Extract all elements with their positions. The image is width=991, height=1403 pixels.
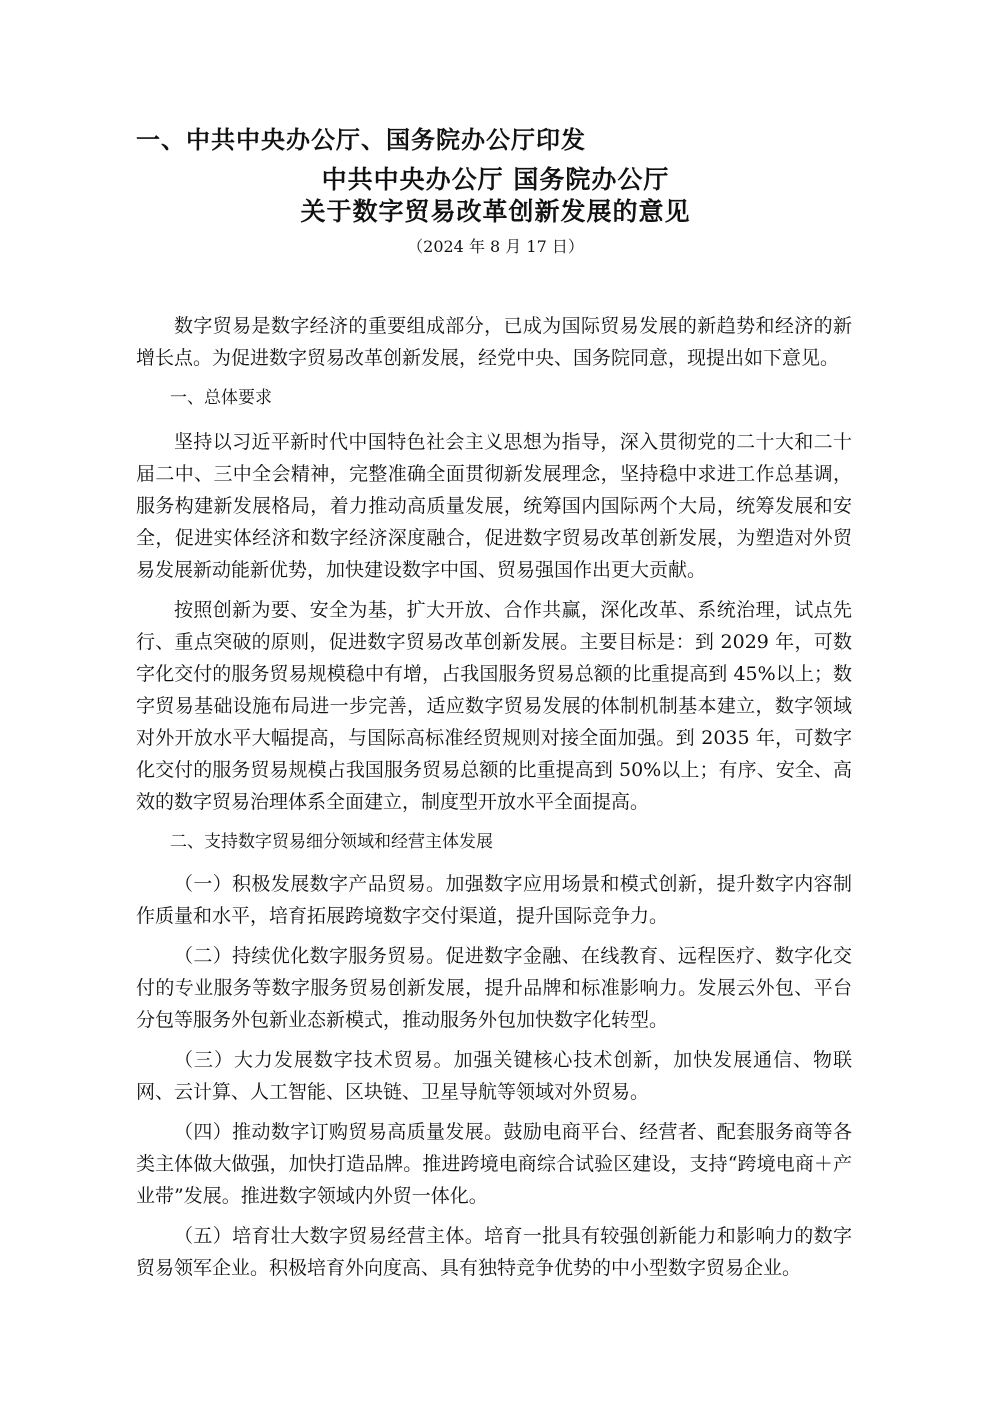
paragraph-item-5: （五）培育壮大数字贸易经营主体。培育一批具有较强创新能力和影响力的数字贸易领军企业。积极培育外向度高、具有独特竞争优势的中小型数字贸易企业。 xyxy=(136,1225,852,1279)
section-heading-general-requirements: 一、总体要求 xyxy=(170,388,272,408)
section-heading-support-fields: 二、支持数字贸易细分领域和经营主体发展 xyxy=(170,832,493,852)
section-heading: 一、中共中央办公厅、国务院办公厅印发 xyxy=(136,126,586,154)
paragraph-item-1: （一）积极发展数字产品贸易。加强数字应用场景和模式创新，提升数字内容制作质量和水平，培育拓展跨境数字交付渠道，提升国际竞争力。 xyxy=(136,873,852,927)
paragraph-guiding-principle: 坚持以习近平新时代中国特色社会主义思想为指导，深入贯彻党的二十大和二十届二中、三中全会精神，完整准确全面贯彻新发展理念，坚持稳中求进工作总基调，服务构建新发展格局，着力推动高质量发展，统筹国内国际两个大局，统筹发展和安全，促进实体经济和数字经济深度融合，促进数字贸易改革创新发展，为塑造对外贸易发展新动能新优势，加快建设数字中国、贸易强国作出更大贡献。 xyxy=(136,431,852,581)
paragraph-main-goals: 按照创新为要、安全为基，扩大开放、合作共赢，深化改革、系统治理，试点先行、重点突破的原则，促进数字贸易改革创新发展。主要目标是：到 2029 年，可数字化交付的服务贸易规模稳中有增，占我国服务贸易总额的比重提高到 45%以上；数字贸易基础设施布局进一步完善，适应数字贸易发展的体制机制基本建立，数字领域对外开放水平大幅提高，与国际高标准经贸规则对接全面加强。到 2035 年，可数字化交付的服务贸易规模占我国服务贸易总额的比重提高到 50%以上；有序、安全、高效的数字贸易治理体系全面建立，制度型开放水平全面提高。 xyxy=(136,599,852,813)
paragraph-intro: 数字贸易是数字经济的重要组成部分，已成为国际贸易发展的新趋势和经济的新增长点。为促进数字贸易改革创新发展，经党中央、国务院同意，现提出如下意见。 xyxy=(136,315,852,369)
paragraph-item-4: （四）推动数字订购贸易高质量发展。鼓励电商平台、经营者、配套服务商等各类主体做大做强，加快打造品牌。推进跨境电商综合试验区建设，支持“跨境电商＋产业带”发展。推进数字领域内外贸一体化。 xyxy=(136,1121,852,1207)
document-title-line-1: 中共中央办公厅 国务院办公厅 xyxy=(321,165,670,194)
paragraph-item-3: （三）大力发展数字技术贸易。加强关键核心技术创新，加快发展通信、物联网、云计算、人工智能、区块链、卫星导航等领域对外贸易。 xyxy=(136,1049,852,1103)
document-body xyxy=(136,310,852,1292)
document-date: （2024 年 8 月 17 日） xyxy=(407,237,584,256)
paragraph-item-2: （二）持续优化数字服务贸易。促进数字金融、在线教育、远程医疗、数字化交付的专业服务等数字服务贸易创新发展，提升品牌和标准影响力。发展云外包、平台分包等服务外包新业态新模式，推动服务外包加快数字化转型。 xyxy=(136,945,852,1031)
document-title-line-2: 关于数字贸易改革创新发展的意见 xyxy=(300,197,691,226)
